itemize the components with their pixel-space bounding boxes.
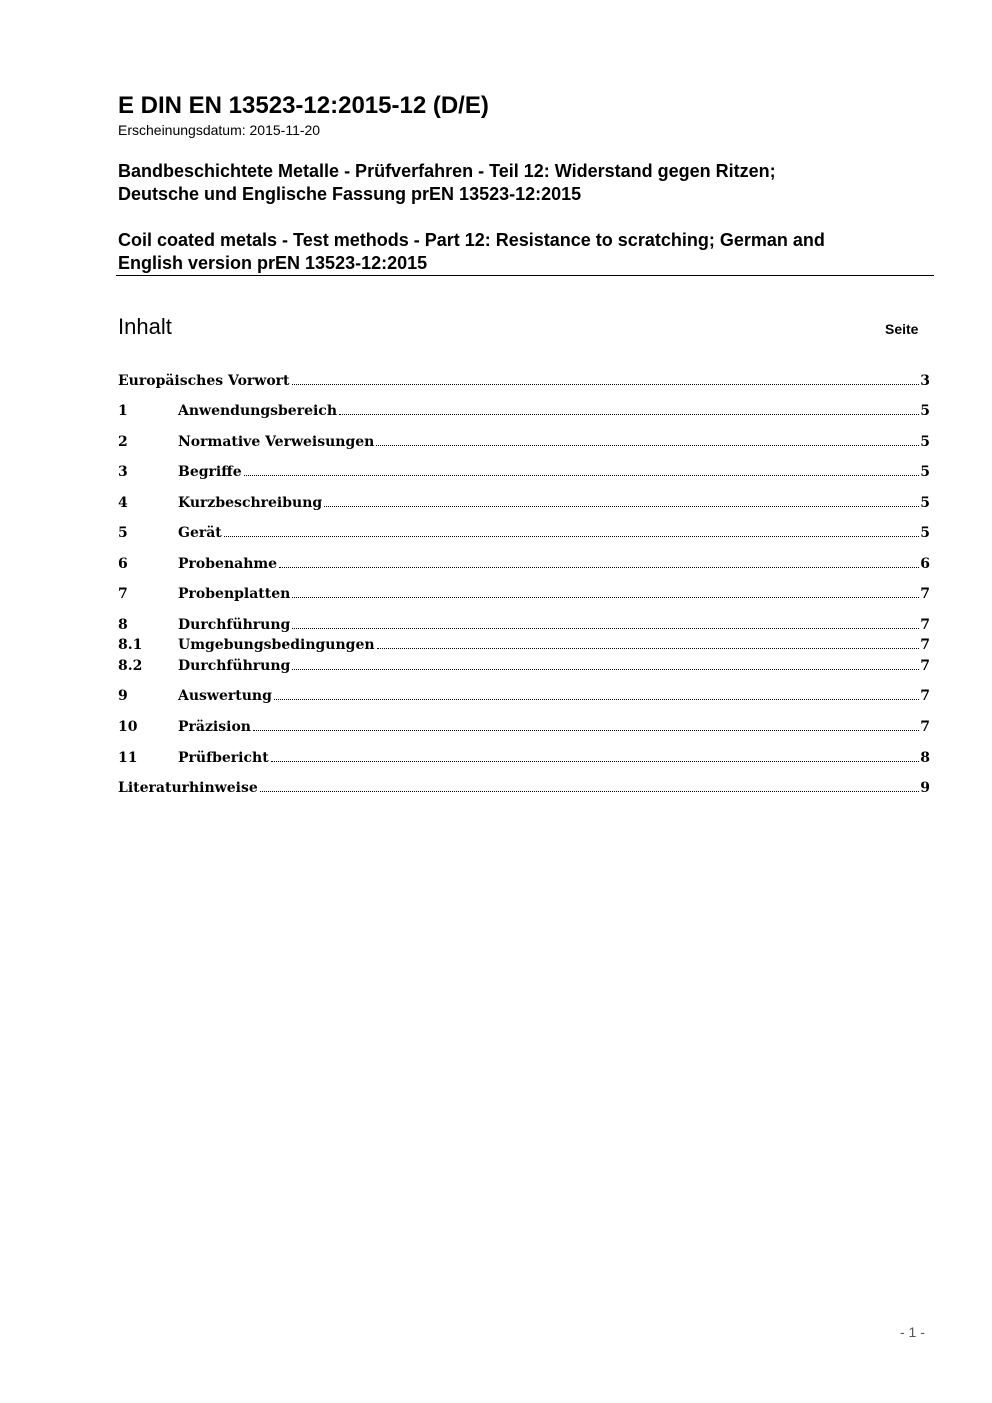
toc-entry-number: 8.2 — [118, 658, 143, 674]
toc-entry-title: Probenplatten — [178, 586, 291, 602]
toc-entry-page: 6 — [920, 556, 930, 572]
toc-entry-page: 9 — [920, 780, 930, 796]
toc-heading: Inhalt — [118, 314, 172, 339]
toc-entry-number: 11 — [118, 750, 138, 766]
toc-dot-leader — [224, 535, 919, 537]
toc-dot-leader — [292, 596, 919, 598]
toc-entry-2[interactable] — [118, 433, 930, 451]
toc-dot-leader — [271, 760, 920, 762]
toc-entry-number: 5 — [118, 525, 128, 541]
german-title-line-1: Bandbeschichtete Metalle - Prüfverfahren - Teil 12: Widerstand gegen Ritzen; — [118, 161, 776, 181]
toc-entry-title: Umgebungsbedingungen — [178, 637, 375, 653]
toc-entry-foreword[interactable] — [118, 372, 930, 390]
toc-entry-number: 4 — [118, 495, 128, 511]
toc-entry-page: 5 — [920, 434, 930, 450]
toc-dot-leader — [292, 668, 919, 670]
toc-entry-title: Literaturhinweise — [118, 780, 258, 796]
toc-entry-page: 7 — [920, 719, 930, 735]
toc-entry-title: Begriffe — [178, 464, 242, 480]
toc-entry-page: 7 — [920, 658, 930, 674]
toc-entry-6[interactable] — [118, 555, 930, 573]
toc-entry-4[interactable] — [118, 494, 930, 512]
toc-entry-1[interactable] — [118, 402, 930, 420]
toc-entry-page: 5 — [920, 464, 930, 480]
toc-dot-leader — [377, 647, 920, 649]
toc-entry-11[interactable] — [118, 749, 930, 767]
toc-entry-page: 7 — [920, 688, 930, 704]
toc-entry-10[interactable] — [118, 718, 930, 736]
toc-entry-number: 1 — [118, 403, 128, 419]
toc-entry-page: 8 — [920, 750, 930, 766]
header-divider — [116, 275, 934, 276]
toc-entry-8[interactable] — [118, 616, 930, 634]
issue-date: Erscheinungsdatum: 2015-11-20 — [118, 122, 321, 138]
toc-dot-leader — [279, 566, 919, 568]
toc-entry-page: 5 — [920, 403, 930, 419]
toc-entry-number: 2 — [118, 434, 128, 450]
toc-entry-title: Kurzbeschreibung — [178, 495, 323, 511]
english-title-line-2: English version prEN 13523-12:2015 — [118, 253, 428, 273]
toc-dot-leader — [376, 444, 919, 446]
toc-entry-title: Auswertung — [178, 688, 272, 704]
toc-dot-leader — [260, 790, 920, 792]
page-number: - 1 - — [900, 1324, 925, 1340]
toc-entry-number: 9 — [118, 688, 128, 704]
toc-dot-leader — [292, 383, 920, 385]
toc-entry-page: 7 — [920, 586, 930, 602]
german-title — [118, 160, 918, 206]
toc-entry-page: 3 — [920, 373, 930, 389]
english-title-line-1: Coil coated metals - Test methods - Part 12: Resistance to scratching; German and — [118, 230, 825, 250]
toc-entry-title: Präzision — [178, 719, 251, 735]
toc-entry-number: 6 — [118, 556, 128, 572]
toc-entry-page: 5 — [920, 495, 930, 511]
toc-dot-leader — [253, 729, 919, 731]
toc-entry-number: 3 — [118, 464, 128, 480]
toc-entry-9[interactable] — [118, 687, 930, 705]
toc-entry-title: Prüfbericht — [178, 750, 269, 766]
toc-entry-3[interactable] — [118, 463, 930, 481]
toc-dot-leader — [339, 413, 919, 415]
toc-entry-8-1[interactable] — [118, 636, 930, 654]
toc-entry-number: 10 — [118, 719, 138, 735]
toc-dot-leader — [274, 698, 919, 700]
toc-entry-5[interactable] — [118, 524, 930, 542]
toc-entry-title: Gerät — [178, 525, 222, 541]
toc-entry-title: Probenahme — [178, 556, 278, 572]
toc-entry-page: 7 — [920, 637, 930, 653]
toc-entry-title: Anwendungsbereich — [178, 403, 337, 419]
toc-entry-page: 7 — [920, 617, 930, 633]
toc-dot-leader — [244, 474, 920, 476]
german-title-line-2: Deutsche und Englische Fassung prEN 13523-12:2015 — [118, 184, 582, 204]
toc-entry-page: 5 — [920, 525, 930, 541]
toc-entry-title: Normative Verweisungen — [178, 434, 375, 450]
toc-entry-number: 7 — [118, 586, 128, 602]
toc-dot-leader — [292, 627, 919, 629]
toc-dot-leader — [324, 505, 919, 507]
toc-entry-number: 8 — [118, 617, 128, 633]
toc-entry-8-2[interactable] — [118, 657, 930, 675]
document-number-title: E DIN EN 13523-12:2015-12 (D/E) — [118, 92, 489, 119]
toc-entry-title: Durchführung — [178, 658, 291, 674]
english-title — [118, 229, 918, 275]
toc-entry-bibliography[interactable] — [118, 779, 930, 797]
toc-page-column-label: Seite — [885, 321, 919, 337]
toc-entry-title: Durchführung — [178, 617, 291, 633]
toc-entry-7[interactable] — [118, 585, 930, 603]
toc-entry-number: 8.1 — [118, 637, 143, 653]
toc-entry-title: Europäisches Vorwort — [118, 373, 290, 389]
